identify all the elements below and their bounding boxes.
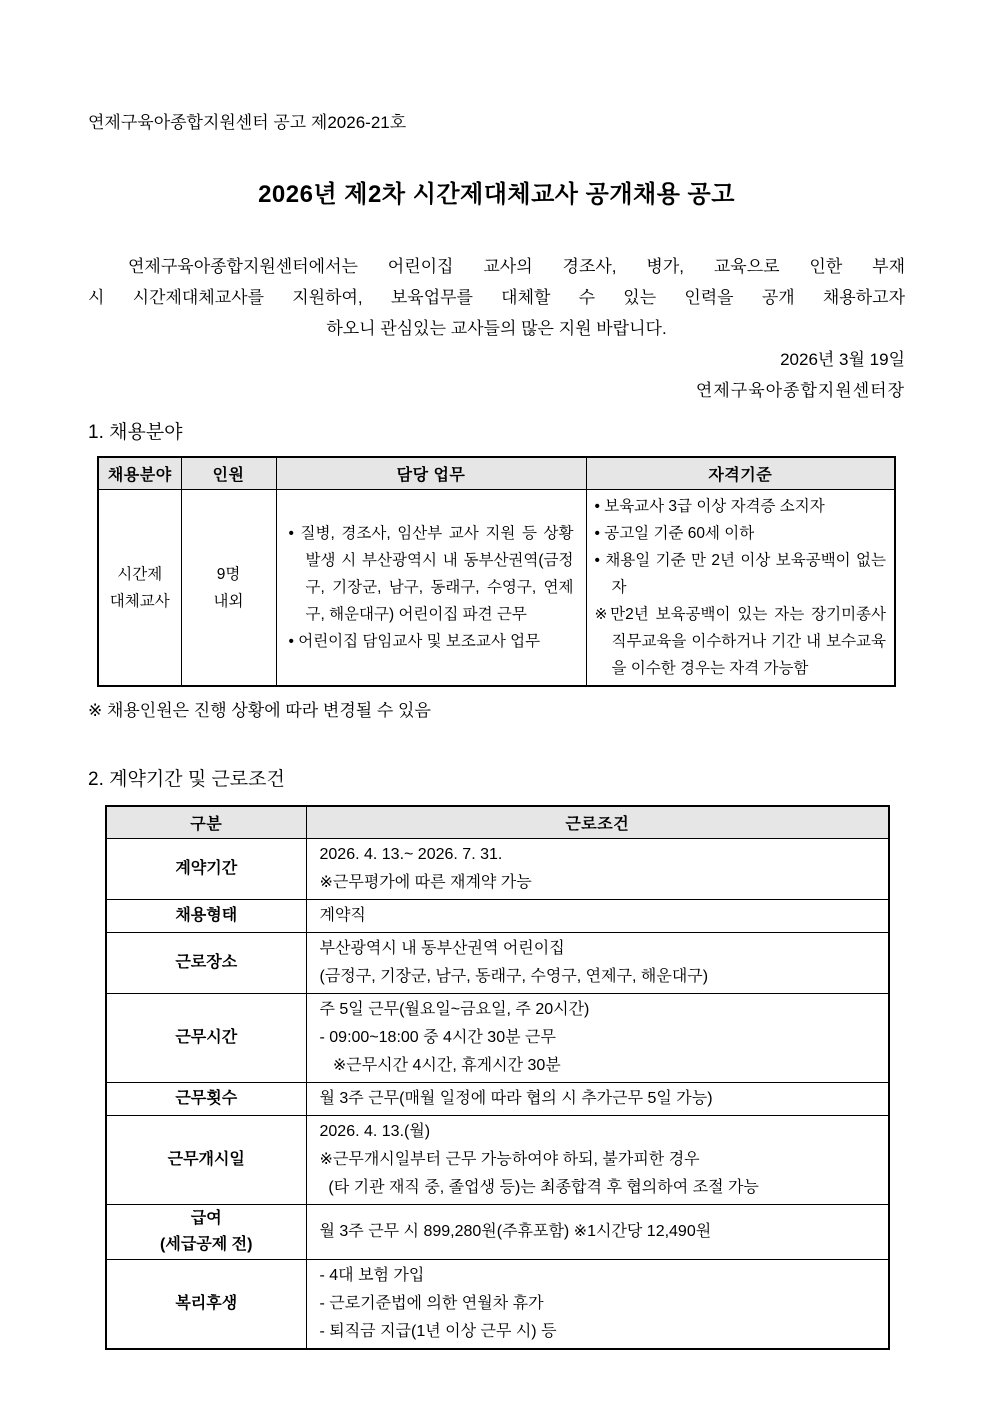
- intro-paragraph: [88, 251, 905, 344]
- headcount-line: 9명: [216, 565, 241, 583]
- qualification-item: • 채용일 기준 만 2년 이상 보육공백이 없는 자: [594, 552, 886, 596]
- table-row: [98, 490, 895, 687]
- table-row-work-location: [106, 933, 889, 994]
- duty-item: • 질병, 경조사, 임산부 교사 지원 등 상황 발생 시 부산광역시 내 동부산권역(금정구, 기장군, 남구, 동래구, 수영구, 연제구, 해운대구) 어린이집 파견 근무: [288, 525, 574, 623]
- section-heading-contract-conditions: 2. 계약기간 및 근로조건: [88, 769, 285, 790]
- column-header-qualifications: 자격기준: [586, 457, 895, 490]
- section-heading-recruitment-field: 1. 채용분야: [88, 422, 183, 443]
- row-value: 2026. 4. 13.(월) ※근무개시일부터 근무 가능하여야 하되, 불가피한 경우 (타 기관 재직 중, 졸업생 등)는 최종합격 후 협의하여 조절 가능: [306, 1116, 889, 1205]
- row-value: 주 5일 근무(월요일~금요일, 주 20시간) - 09:00~18:00 중 4시간 30분 근무 ※근무시간 4시간, 휴게시간 30분: [306, 994, 889, 1083]
- headcount-cell: [181, 490, 276, 687]
- row-label: 복리후생: [106, 1260, 306, 1350]
- field-line: 시간제: [117, 565, 163, 583]
- intro-line: 시 시간제대체교사를 지원하여, 보육업무를 대체할 수 있는 인력을 공개 채용하고자: [88, 288, 905, 307]
- field-line: 대체교사: [109, 592, 170, 610]
- row-label: 근무횟수: [106, 1083, 306, 1116]
- row-label: 근무개시일: [106, 1116, 306, 1205]
- row-value: - 4대 보험 가입 - 근로기준법에 의한 연월차 휴가 - 퇴직금 지급(1년 이상 근무 시) 등: [306, 1260, 889, 1350]
- column-header-conditions: 근로조건: [306, 806, 889, 839]
- column-header-category: 구분: [106, 806, 306, 839]
- duty-item: • 어린이집 담임교사 및 보조교사 업무: [288, 633, 541, 650]
- recruitment-field-table: [97, 456, 896, 687]
- page-title: 2026년 제2차 시간제대체교사 공개채용 공고: [258, 181, 735, 208]
- intro-line: 하오니 관심있는 교사들의 많은 지원 바랍니다.: [326, 319, 667, 338]
- working-conditions-table: [105, 805, 890, 1350]
- table-row-employment-type: [106, 900, 889, 933]
- headcount-line: 내외: [213, 592, 244, 610]
- row-label: 근로장소: [106, 933, 306, 994]
- qualifications-cell: [586, 490, 895, 687]
- row-value: 월 3주 근무(매월 일정에 따라 협의 시 추가근무 5일 가능): [306, 1083, 889, 1116]
- row-value: 2026. 4. 13.~ 2026. 7. 31. ※근무평가에 따른 재계약 가능: [306, 839, 889, 900]
- table-row-benefits: [106, 1260, 889, 1350]
- table-row-work-hours: [106, 994, 889, 1083]
- table-row-work-start-date: [106, 1116, 889, 1205]
- doc-number: 연제구육아종합지원센터 공고 제2026-21호: [88, 113, 407, 132]
- table-header-row: [98, 457, 895, 490]
- column-header-duties: 담당 업무: [276, 457, 586, 490]
- signer: 연제구육아종합지원센터장: [695, 381, 905, 400]
- field-cell: [98, 490, 181, 687]
- row-value: 월 3주 근무 시 899,280원(주휴포함) ※1시간당 12,490원: [306, 1205, 889, 1260]
- table-header-row: [106, 806, 889, 839]
- row-label: 급여 (세급공제 전): [106, 1205, 306, 1260]
- qualification-item: • 공고일 기준 60세 이하: [594, 525, 755, 542]
- announcement-date: 2026년 3월 19일: [780, 350, 905, 369]
- row-value: 부산광역시 내 동부산권역 어린이집 (금정구, 기장군, 남구, 동래구, 수영구, 연제구, 해운대구): [306, 933, 889, 994]
- intro-line: 연제구육아종합지원센터에서는 어린이집 교사의 경조사, 병가, 교육으로 인한 부재: [128, 257, 905, 276]
- column-header-headcount: 인원: [181, 457, 276, 490]
- qualification-item: ※만2년 보육공백이 있는 자는 장기미종사직무교육을 이수하거나 기간 내 보수교육을 이수한 경우는 자격 가능함: [594, 606, 886, 677]
- column-header-field: 채용분야: [98, 457, 181, 490]
- row-label: 계약기간: [106, 839, 306, 900]
- table-row-work-frequency: [106, 1083, 889, 1116]
- qualification-item: • 보육교사 3급 이상 자격증 소지자: [594, 498, 825, 515]
- row-value: 계약직: [306, 900, 889, 933]
- row-label: 채용형태: [106, 900, 306, 933]
- table-row-contract-period: [106, 839, 889, 900]
- row-label: 근무시간: [106, 994, 306, 1083]
- duties-cell: [276, 490, 586, 687]
- recruitment-note: ※ 채용인원은 진행 상황에 따라 변경될 수 있음: [88, 701, 431, 720]
- table-row-salary: [106, 1205, 889, 1260]
